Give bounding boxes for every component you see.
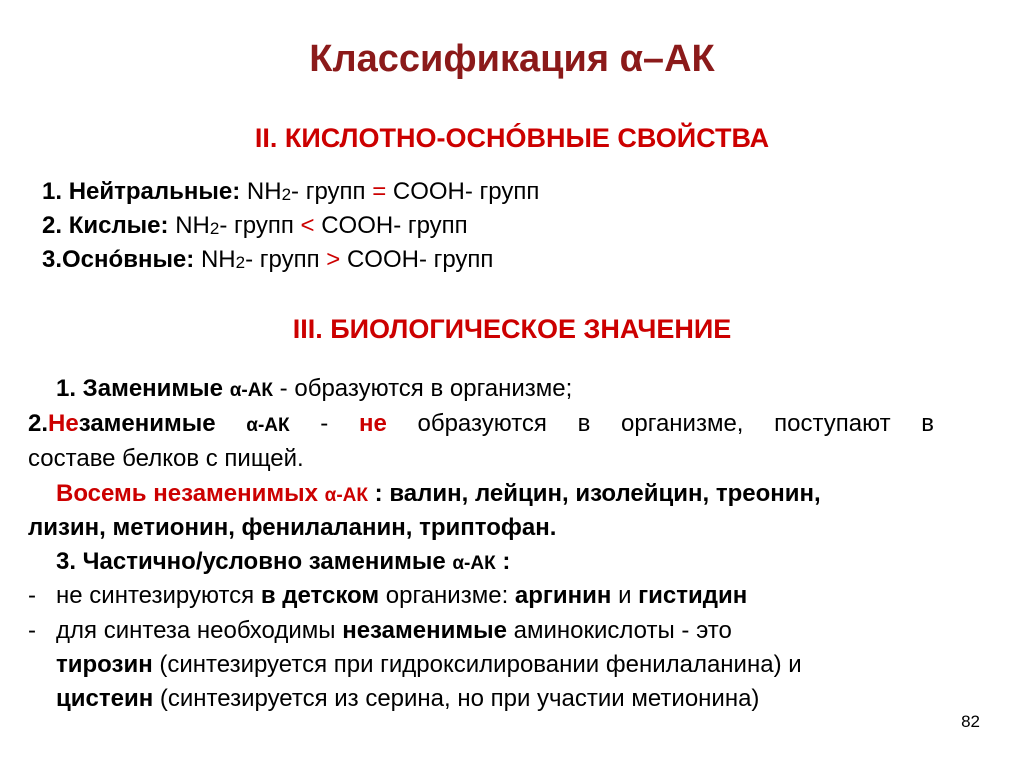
text: и xyxy=(618,582,632,609)
histidine: гистидин xyxy=(638,582,748,609)
bullet-dash: - xyxy=(28,582,36,609)
acid-base-item-2 xyxy=(42,212,468,240)
colon: : xyxy=(502,548,511,575)
group-text: - групп xyxy=(245,246,320,273)
aa-abbrev: α-АК xyxy=(229,380,274,401)
cooh-text: COOH- групп xyxy=(321,212,468,239)
replaceable-label: 1. Заменимые xyxy=(56,375,224,402)
conditional-label: 3. Частично/условно заменимые xyxy=(56,548,446,575)
item-number: 1. xyxy=(42,178,63,205)
replaceable-line xyxy=(56,375,572,403)
essential-line-1 xyxy=(28,410,934,438)
section-biological-heading: III. БИОЛОГИЧЕСКОЕ ЗНАЧЕНИЕ xyxy=(292,314,732,344)
text: (синтезируется из серина, но при участии метионина) xyxy=(159,685,760,712)
group-text: - групп xyxy=(219,212,294,239)
group-text: - групп xyxy=(291,178,366,205)
text: аминокислоты - это xyxy=(513,617,732,644)
cooh-text: COOH- групп xyxy=(346,246,494,273)
arginine: аргинин xyxy=(514,582,612,609)
acid-base-item-1 xyxy=(42,178,539,206)
text: для синтеза необходимы xyxy=(56,617,336,644)
aa-abbrev: α-АК xyxy=(246,415,290,436)
item-number: 2. xyxy=(28,410,49,437)
cysteine-line xyxy=(56,685,759,713)
nh-subscript: 2 xyxy=(209,219,220,238)
item-number: 3. xyxy=(42,246,63,273)
slide-title: Классификация α–АК xyxy=(309,38,715,80)
dash: - xyxy=(320,410,329,437)
aa-abbrev: α-АК xyxy=(452,553,496,574)
aa-abbrev: α-АК xyxy=(324,485,368,506)
nh-text: NH xyxy=(246,178,282,205)
essential-text: образуются в организме, поступают в xyxy=(417,410,934,437)
operator: > xyxy=(326,246,341,273)
item-label: Кислые: xyxy=(68,212,169,239)
text: организме: xyxy=(385,582,509,609)
operator: < xyxy=(300,212,315,239)
operator: = xyxy=(372,178,387,205)
eight-essential-line-1 xyxy=(56,480,821,508)
synthesis-line xyxy=(28,617,732,645)
emphasis: незаменимые xyxy=(342,617,507,644)
replaceable-text: - образуются в организме; xyxy=(273,375,573,402)
tyrosine-line xyxy=(56,651,802,679)
emphasis: в детском xyxy=(260,582,380,609)
text: (синтезируется при гидроксилировании фенилаланина) и xyxy=(159,651,802,678)
nh-subscript: 2 xyxy=(281,185,292,204)
essential-word: заменимые xyxy=(78,410,216,437)
nh-text: NH xyxy=(175,212,210,239)
child-organism-line xyxy=(28,582,747,610)
cysteine: цистеин xyxy=(56,685,154,712)
colon: : xyxy=(374,480,383,507)
nh-text: NH xyxy=(200,246,236,273)
item-label: Оснóвные: xyxy=(62,246,195,273)
negation-ne: не xyxy=(358,410,387,437)
text: не синтезируются xyxy=(56,582,255,609)
item-label: Нейтральные: xyxy=(68,178,241,205)
amino-acid-list: валин, лейцин, изолейцин, треонин, xyxy=(389,480,821,507)
section-acid-base-heading: II. КИСЛОТНО-ОСНÓВНЫЕ СВОЙСТВА xyxy=(254,123,770,153)
page-number: 82 xyxy=(961,712,980,731)
bullet-dash: - xyxy=(28,617,36,644)
cooh-text: COOH- групп xyxy=(392,178,540,205)
essential-line-2: составе белков с пищей. xyxy=(28,445,304,472)
conditional-heading-line xyxy=(56,548,510,576)
nh-subscript: 2 xyxy=(235,253,246,272)
tyrosine: тирозин xyxy=(56,651,153,678)
prefix-ne: Не xyxy=(48,410,79,437)
item-number: 2. xyxy=(42,212,63,239)
eight-essential-line-2: лизин, метионин, фенилаланин, триптофан. xyxy=(28,514,557,541)
acid-base-item-3 xyxy=(42,246,493,274)
eight-essential-label: Восемь незаменимых xyxy=(56,480,318,507)
